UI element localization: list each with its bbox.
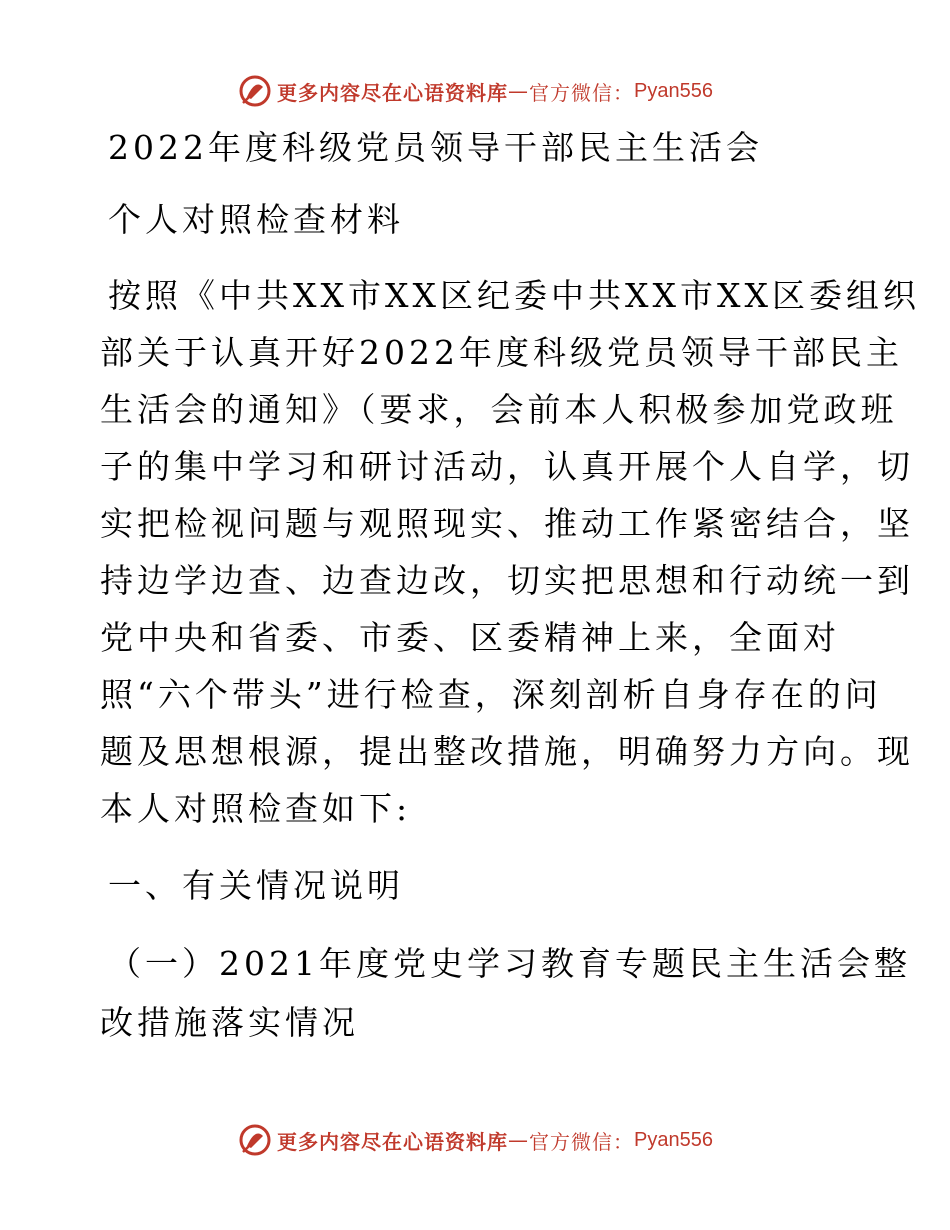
body-line-10: 本人对照检查如下: xyxy=(100,789,412,828)
body-line-3: 生活会的通知》（要求，会前本人积极参加党政班 xyxy=(100,390,898,429)
body-line-5: 实把检视问题与观照现实、推动工作紧密结合，坚 xyxy=(100,504,914,543)
signature-pen-logo-icon xyxy=(237,1122,273,1158)
watermark-wechat-id: Pyan556 xyxy=(634,79,713,102)
body-line-2: 部关于认真开好2022年度科级党员领导干部民主 xyxy=(100,333,903,372)
body-line-7: 党中央和省委、市委、区委精神上来，全面对 xyxy=(100,618,840,657)
body-line-4: 子的集中学习和研讨活动，认真开展个人自学，切 xyxy=(100,447,914,486)
watermark-official-label: 官方微信： xyxy=(529,80,635,105)
watermark-banner-bottom xyxy=(0,1117,950,1163)
watermark-main-text: 更多内容尽在心语资料库 xyxy=(277,1129,509,1154)
subsection-heading-line-2: 改措施落实情况 xyxy=(100,1003,359,1042)
watermark-main-text: 更多内容尽在心语资料库 xyxy=(277,80,509,105)
watermark-wechat-id: Pyan556 xyxy=(634,1128,713,1151)
body-line-9: 题及思想根源，提出整改措施，明确努力方向。现 xyxy=(100,732,914,771)
watermark-official-label: 官方微信： xyxy=(529,1129,635,1154)
watermark-separator: — xyxy=(508,1128,530,1152)
watermark-separator: — xyxy=(508,79,530,103)
body-line-1: 按照《中共XX市XX区纪委中共XX市XX区委组织 xyxy=(108,276,920,315)
signature-pen-logo-icon xyxy=(237,73,273,109)
body-line-6: 持边学边查、边查边改，切实把思想和行动统一到 xyxy=(100,561,914,600)
body-line-8: 照“六个带头”进行检查，深刻剖析自身存在的问 xyxy=(100,675,882,714)
subsection-heading-line-1: （一）2021年度党史学习教育专题民主生活会整 xyxy=(108,944,911,983)
document-subtitle: 个人对照检查材料 xyxy=(108,200,404,239)
section-heading: 一、有关情况说明 xyxy=(108,866,404,905)
document-title: 2022年度科级党员领导干部民主生活会 xyxy=(108,128,763,167)
watermark-banner-top xyxy=(0,68,950,114)
